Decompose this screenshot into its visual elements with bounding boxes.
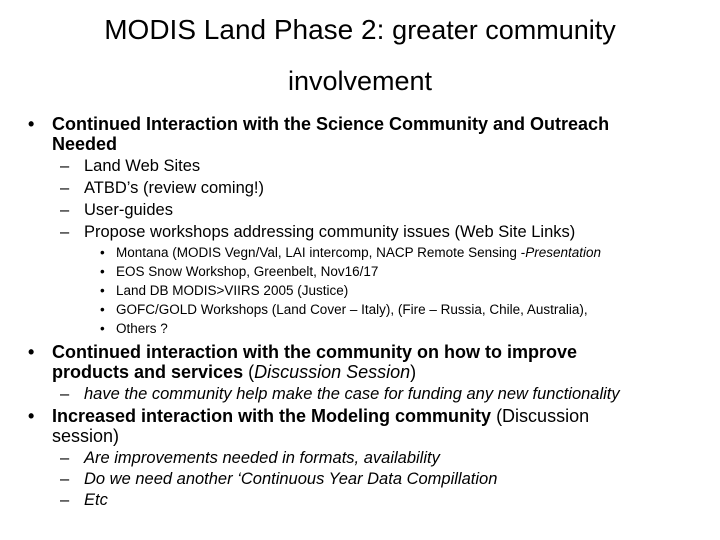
bullet-2-paren-open: ( <box>243 362 255 382</box>
dash-glyph: – <box>60 157 70 175</box>
title-part-a: MODIS Land Phase 2: <box>104 14 393 45</box>
bullet-glyph: • <box>100 321 105 336</box>
dash-glyph: – <box>60 179 70 197</box>
bullet-3-line1 <box>52 406 589 427</box>
bullet-3-line2: session) <box>52 426 120 446</box>
sub-item: ATBD’s (review coming!) <box>84 179 265 197</box>
dash-glyph: – <box>60 491 70 509</box>
bullet-glyph: • <box>100 302 105 317</box>
dash-glyph: – <box>60 201 70 219</box>
bullet-1-line1: Continued Interaction with the Science Community and Outreach <box>52 114 610 134</box>
bullet-glyph: • <box>100 245 105 260</box>
bullet-3-plain: (Discussion <box>491 406 590 426</box>
sub-sub-emphasis: Presentation <box>525 245 601 260</box>
sub-item: Do we need another ‘Continuous Year Data Compillation <box>84 470 498 488</box>
slide-title-line2: involvement <box>287 66 433 96</box>
bullet-glyph: • <box>100 283 105 298</box>
bullet-2-bold: products and services <box>52 362 244 382</box>
bullet-glyph: • <box>28 114 35 134</box>
dash-glyph: – <box>60 449 70 467</box>
sub-sub-item: Land DB MODIS>VIIRS 2005 (Justice) <box>116 283 349 298</box>
bullet-2-emphasis: Discussion Session <box>254 362 411 382</box>
bullet-3-bold: Increased interaction with the Modeling community <box>52 406 492 426</box>
bullet-2-paren-close: ) <box>410 362 417 382</box>
sub-item: Etc <box>84 491 108 509</box>
bullet-glyph: • <box>100 264 105 279</box>
bullet-glyph: • <box>28 406 35 426</box>
sub-item: Are improvements needed in formats, availability <box>84 449 440 467</box>
title-part-b: greater community <box>392 15 616 45</box>
slide-title <box>0 14 720 46</box>
sub-sub-item: Others ? <box>116 321 168 336</box>
bullet-1-line2: Needed <box>52 134 118 154</box>
sub-item: User-guides <box>84 201 173 219</box>
sub-item: Propose workshops addressing community issues (Web Site Links) <box>84 223 576 241</box>
sub-sub-item: EOS Snow Workshop, Greenbelt, Nov16/17 <box>116 264 379 279</box>
dash-glyph: – <box>60 223 70 241</box>
sub-item: Land Web Sites <box>84 157 201 175</box>
sub-sub-item <box>116 243 601 262</box>
bullet-2-line1: Continued interaction with the community on how to improve <box>52 342 577 362</box>
sub-sub-text: Montana (MODIS Vegn/Val, LAI intercomp, NACP Remote Sensing - <box>116 245 526 260</box>
bullet-glyph: • <box>28 342 35 362</box>
bullet-2-line2 <box>52 362 416 383</box>
sub-sub-item: GOFC/GOLD Workshops (Land Cover – Italy), (Fire – Russia, Chile, Australia), <box>116 302 588 317</box>
dash-glyph: – <box>60 470 70 488</box>
sub-item: have the community help make the case for funding any new functionality <box>84 385 620 403</box>
dash-glyph: – <box>60 385 70 403</box>
